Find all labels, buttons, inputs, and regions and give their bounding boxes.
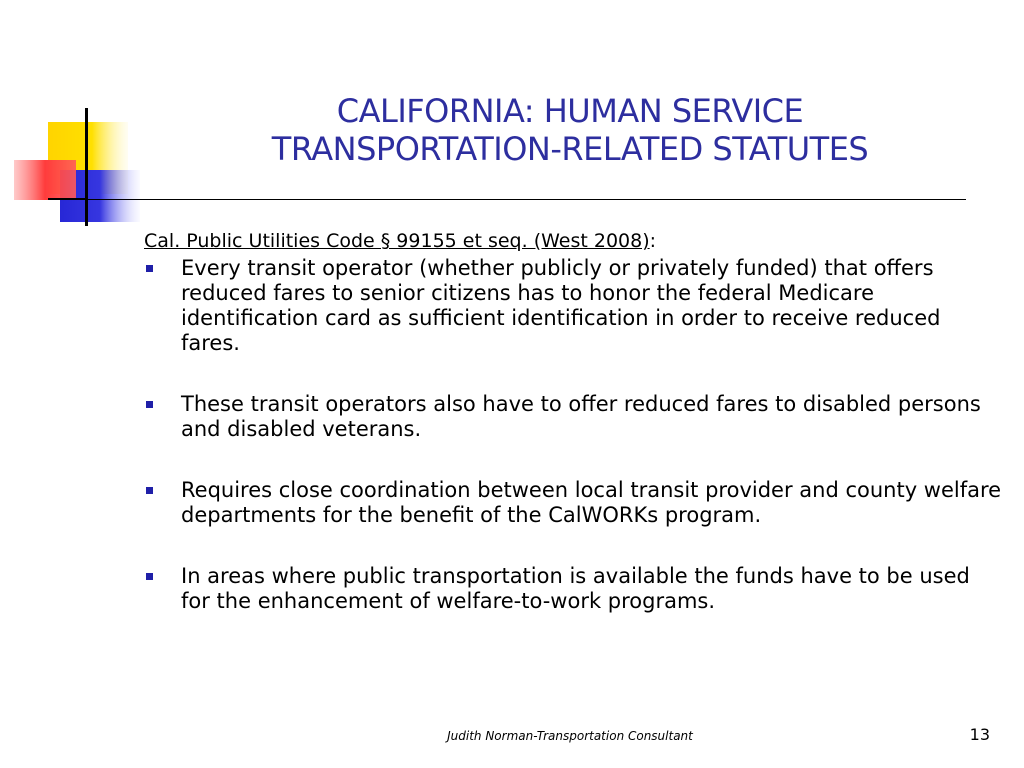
slide-title: [170, 92, 970, 168]
citation-link[interactable]: Cal. Public Utilities Code § 99155 et seq. (West 2008): [144, 230, 650, 252]
logo-vertical-line: [85, 108, 88, 226]
square-bullet-icon: [146, 401, 153, 408]
slide-footer: Judith Norman-Transportation Consultant: [447, 729, 693, 743]
bullet-list: [144, 256, 1004, 614]
list-item: [144, 478, 1004, 528]
square-bullet-icon: [146, 573, 153, 580]
list-item: [144, 564, 1004, 614]
logo-horizontal-line: [48, 198, 88, 200]
slide-body: [144, 228, 1004, 650]
bullet-text: In areas where public transportation is available the funds have to be used for the enhancement of welfare-to-work programs.: [181, 564, 970, 613]
slide-title-line-1: CALIFORNIA: HUMAN SERVICE: [336, 92, 804, 130]
citation-suffix: :: [649, 230, 657, 252]
decorative-color-blocks-logo: [0, 0, 160, 240]
title-divider: [86, 199, 966, 200]
square-bullet-icon: [146, 265, 153, 272]
bullet-text: Requires close coordination between local transit provider and county welfare departments for the benefit of the CalWORKs program.: [181, 478, 1002, 527]
logo-red-block: [14, 160, 76, 200]
slide-title-line-2: TRANSPORTATION-RELATED STATUTES: [271, 130, 869, 168]
list-item: [144, 392, 1004, 442]
bullet-text: These transit operators also have to offer reduced fares to disabled persons and disabled veterans.: [181, 392, 981, 441]
list-item: [144, 256, 1004, 356]
bullet-text: Every transit operator (whether publicly or privately funded) that offers reduced fares to senior citizens has to honor the federal Medicare identification card as sufficient identification in order to receive reduced fares.: [181, 256, 941, 355]
square-bullet-icon: [146, 487, 153, 494]
page-number: 13: [969, 725, 990, 744]
citation: [144, 228, 1004, 254]
